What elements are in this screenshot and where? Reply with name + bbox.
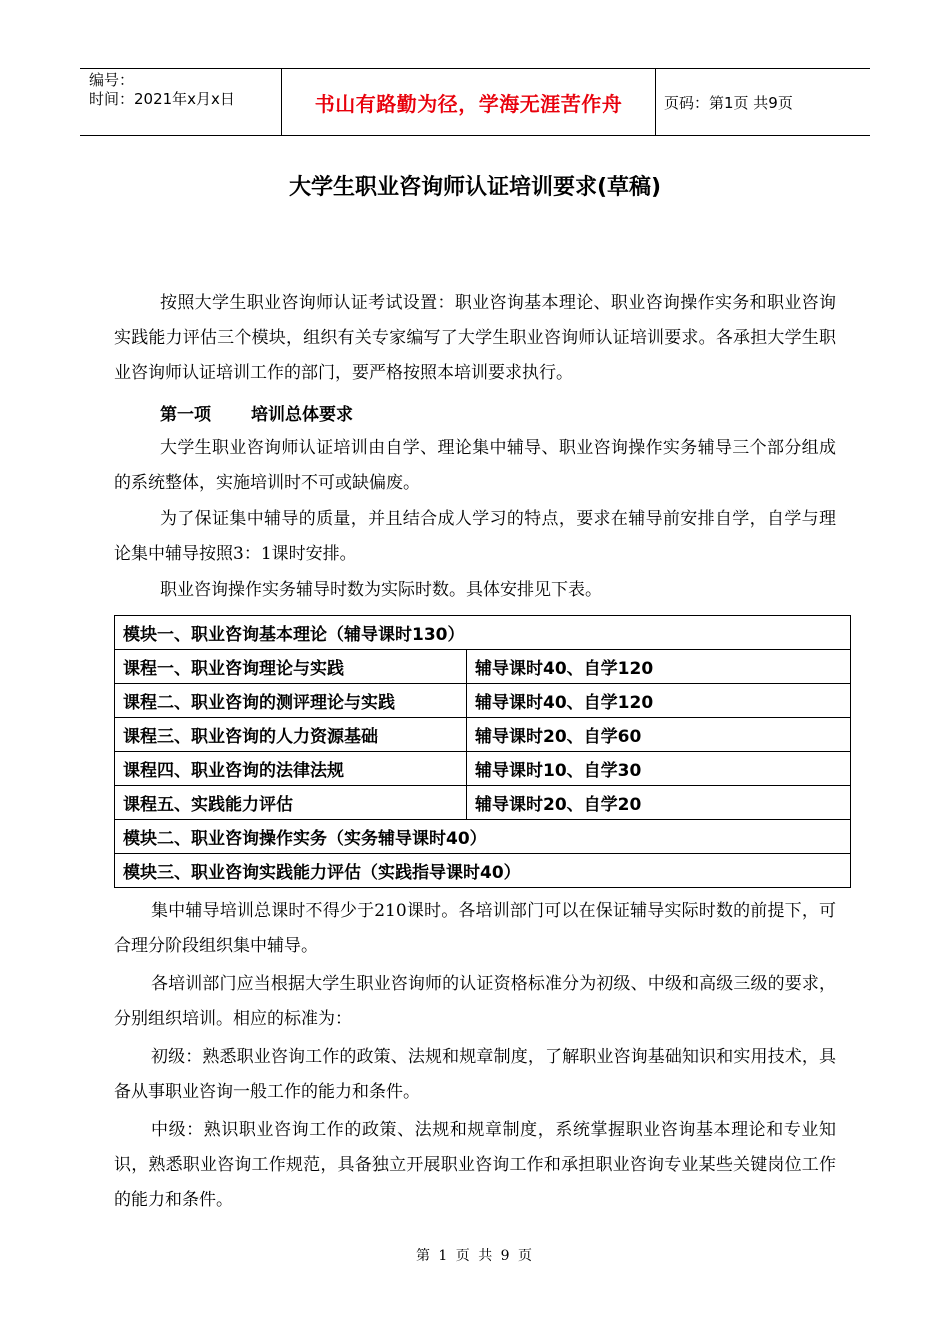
section-heading bbox=[160, 400, 353, 425]
time-label: 时间：2021年x月x日 bbox=[89, 90, 235, 108]
section-title: 培训总体要求 bbox=[251, 405, 353, 425]
paragraph-3: 职业咨询操作实务辅导时数为实际时数。具体安排见下表。 bbox=[160, 580, 602, 600]
paragraph-5: 各培训部门应当根据大学生职业咨询师的认证资格标准分为初级、中级和高级三级的要求，分别组织培训。相应的标准为： bbox=[114, 974, 836, 1029]
paragraph-4: 集中辅导培训总课时不得少于210课时。各培训部门可以在保证辅导实际时数的前提下，可合理分阶段组织集中辅导。 bbox=[114, 901, 836, 956]
table-row bbox=[115, 650, 851, 684]
table-row bbox=[115, 718, 851, 752]
table-row bbox=[115, 786, 851, 820]
intro-paragraph: 按照大学生职业咨询师认证考试设置：职业咨询基本理论、职业咨询操作实务和职业咨询实践能力评估三个模块，组织有关专家编写了大学生职业咨询师认证培训要求。各承担大学生职业咨询师认证培训工作的部门，要严格按照本培训要求执行。 bbox=[114, 293, 836, 383]
course-hours-cell: 辅导课时20、自学60 bbox=[467, 718, 851, 752]
course-name-cell: 课程四、职业咨询的法律法规 bbox=[115, 752, 467, 786]
course-hours-cell: 辅导课时40、自学120 bbox=[467, 650, 851, 684]
course-name-cell: 课程三、职业咨询的人力资源基础 bbox=[115, 718, 467, 752]
table-row bbox=[115, 616, 851, 650]
paragraph-6: 初级：熟悉职业咨询工作的政策、法规和规章制度，了解职业咨询基础知识和实用技术，具备从事职业咨询一般工作的能力和条件。 bbox=[114, 1047, 836, 1102]
paragraph-2: 为了保证集中辅导的质量，并且结合成人学习的特点，要求在辅导前安排自学，自学与理论集中辅导按照3：1课时安排。 bbox=[114, 509, 836, 564]
table-row bbox=[115, 752, 851, 786]
module-1-cell: 模块一、职业咨询基本理论（辅导课时130） bbox=[115, 616, 851, 650]
page-footer: 第 1 页 共 9 页 bbox=[415, 1248, 535, 1264]
header-meta bbox=[80, 69, 281, 135]
course-name-cell: 课程二、职业咨询的测评理论与实践 bbox=[115, 684, 467, 718]
motto-text: 书山有路勤为径，学海无涯苦作舟 bbox=[314, 91, 623, 116]
course-name-cell: 课程一、职业咨询理论与实践 bbox=[115, 650, 467, 684]
table-row bbox=[115, 820, 851, 854]
course-hours-cell: 辅导课时10、自学30 bbox=[467, 752, 851, 786]
table-row bbox=[115, 854, 851, 888]
module-3-cell: 模块三、职业咨询实践能力评估（实践指导课时40） bbox=[115, 854, 851, 888]
paragraph-7: 中级：熟识职业咨询工作的政策、法规和规章制度，系统掌握职业咨询基本理论和专业知识，熟悉职业咨询工作规范，具备独立开展职业咨询工作和承担职业咨询专业某些关键岗位工作的能力和条件。 bbox=[114, 1120, 836, 1210]
course-hours-cell: 辅导课时40、自学120 bbox=[467, 684, 851, 718]
course-hours-cell: 辅导课时20、自学20 bbox=[467, 786, 851, 820]
number-label: 编号： bbox=[89, 71, 135, 89]
document-title: 大学生职业咨询师认证培训要求(草稿) bbox=[288, 175, 662, 200]
table-row bbox=[115, 684, 851, 718]
course-table bbox=[114, 615, 851, 888]
header-motto-cell bbox=[281, 69, 656, 135]
section-number: 第一项 bbox=[160, 405, 211, 425]
page-code: 页码：第1页 共9页 bbox=[664, 93, 793, 112]
paragraph-1: 大学生职业咨询师认证培训由自学、理论集中辅导、职业咨询操作实务辅导三个部分组成的系统整体，实施培训时不可或缺偏废。 bbox=[114, 438, 836, 493]
page-header bbox=[80, 68, 870, 136]
module-2-cell: 模块二、职业咨询操作实务（实务辅导课时40） bbox=[115, 820, 851, 854]
course-name-cell: 课程五、实践能力评估 bbox=[115, 786, 467, 820]
